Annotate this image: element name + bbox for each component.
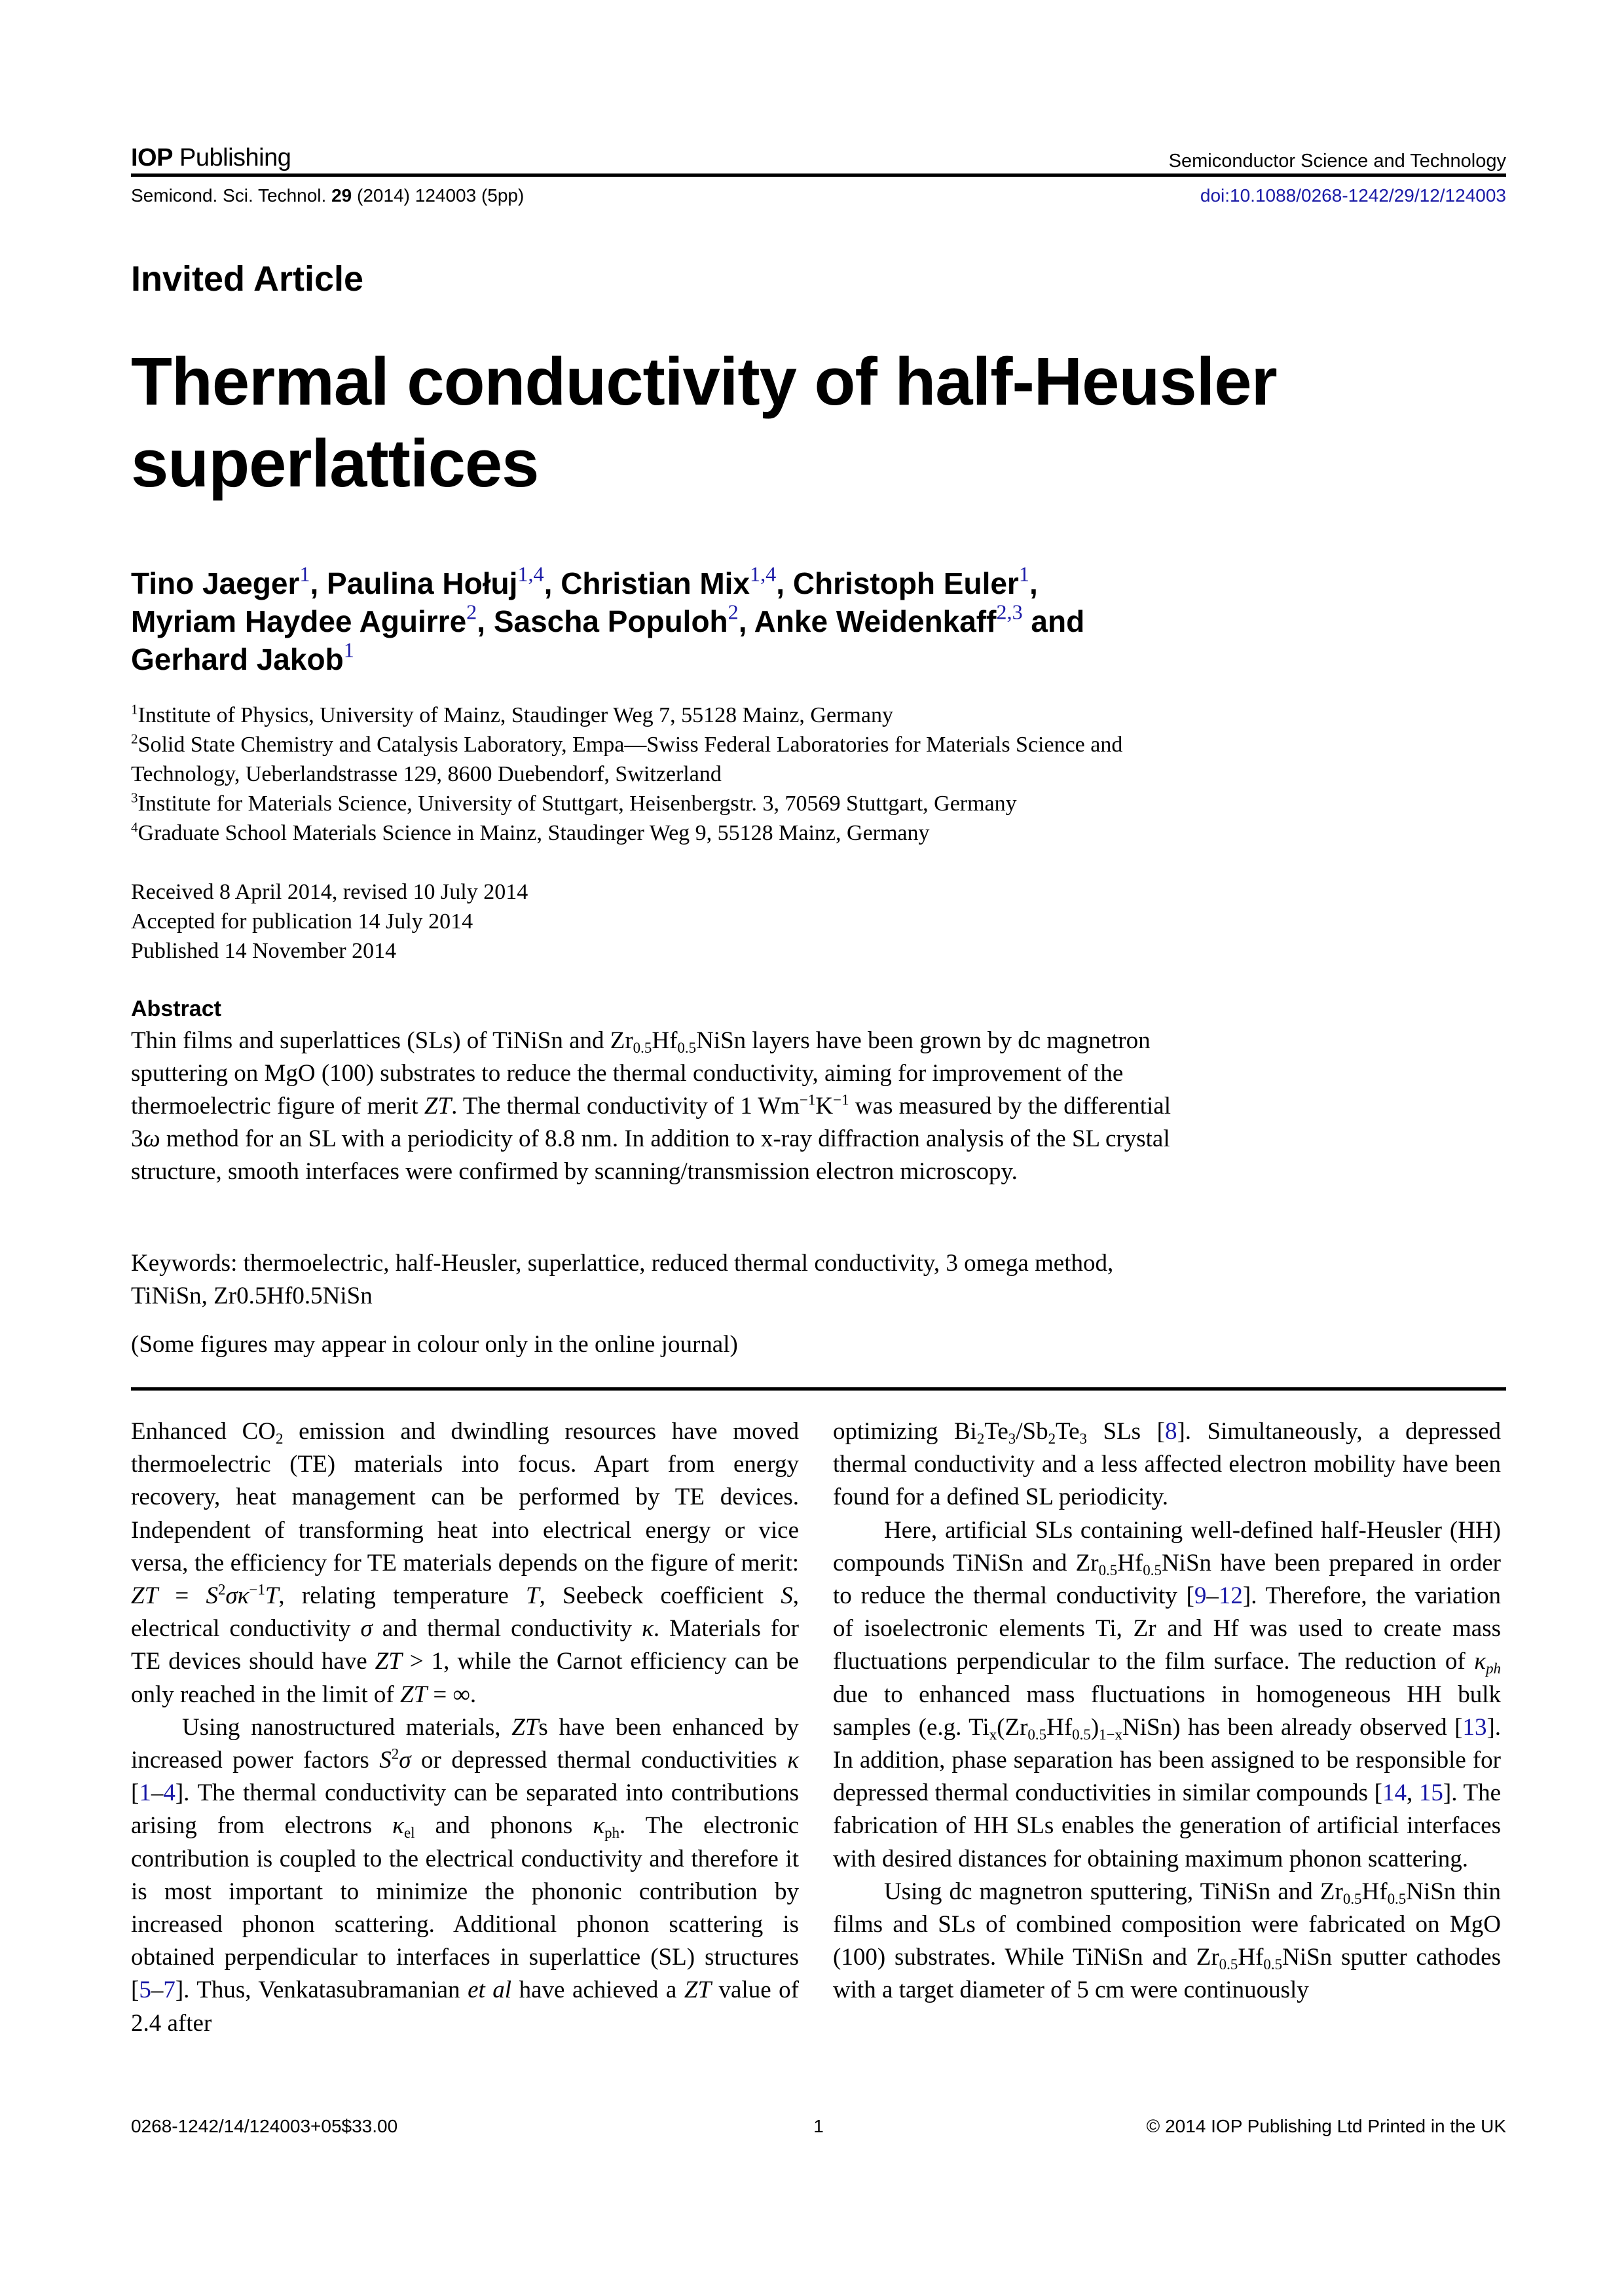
body-column-right <box>833 1415 1501 2007</box>
author-sep: , <box>776 566 793 600</box>
author <box>327 562 561 600</box>
text: – <box>1206 1582 1219 1610</box>
affiliation-ref[interactable]: 2 <box>728 600 739 624</box>
text: /Sb <box>1016 1418 1048 1445</box>
math: ZT <box>684 1977 712 2004</box>
author-name: Christian Mix <box>561 566 750 600</box>
math-zt: ZT <box>424 1093 452 1120</box>
text: NiSn layers have been grown by dc magnetron sputtering on MgO (100) substrates to reduce the thermal conductivity, aiming for improvement of the thermoelectric figure of merit <box>131 1027 1151 1120</box>
subscript: 2 <box>976 1430 985 1447</box>
text: NiSn thin films and SLs of combined composition were fabricated on MgO (100) substrates. While TiNiSn and Zr <box>833 1878 1501 1971</box>
text: have achieved a <box>511 1977 684 2004</box>
affiliation-list <box>131 701 1211 848</box>
math: σ <box>399 1747 411 1774</box>
publisher-logo-bold: IOP <box>131 144 173 172</box>
affiliation-number: 4 <box>131 819 138 835</box>
citation-link[interactable]: 15 <box>1418 1779 1443 1807</box>
paragraph <box>833 1415 1501 1514</box>
text: ]. The thermal conductivity can be separated into contributions arising from electrons <box>131 1779 799 1840</box>
subscript: 0.5 <box>677 1039 697 1056</box>
author-name: Paulina Hołuj <box>327 566 518 600</box>
subscript: 3 <box>1079 1430 1087 1447</box>
text: ]. Therefore, the variation of isoelectronic elements Ti, Zr and Hf was used to create mass fluctuations perpendicular to the film surface. The reduction of <box>833 1582 1501 1675</box>
text: Here, artificial SLs containing well-defined half-Heusler (HH) compounds TiNiSn and Zr <box>833 1516 1501 1576</box>
page-title <box>131 340 1441 504</box>
text: due to enhanced mass fluctuations in homogeneous HH bulk samples (e.g. Ti <box>833 1681 1501 1741</box>
journal-name: Semiconductor Science and Technology <box>1168 151 1506 172</box>
math: S <box>206 1582 218 1610</box>
text: s have been enhanced by increased power factors <box>131 1713 800 1774</box>
text: – <box>151 1779 164 1807</box>
superscript: −1 <box>833 1091 849 1108</box>
subscript: ph <box>604 1825 620 1842</box>
text: NiSn have been prepared in order to reduce the thermal conductivity [ <box>833 1549 1501 1610</box>
text: K <box>815 1093 834 1120</box>
subscript: 0.5 <box>1027 1726 1047 1743</box>
text: , <box>1406 1779 1419 1807</box>
superscript: −1 <box>800 1091 816 1108</box>
affiliation-ref[interactable]: 1 <box>299 562 310 586</box>
affiliation-text: Solid State Chemistry and Catalysis Laboratory, Empa—Swiss Federal Laboratories for Materials Science and Technology, Ueberlandstrasse 129, 8600 Duebendorf, Switzerland <box>131 733 1123 786</box>
citation-link[interactable]: 5 <box>139 1977 151 2004</box>
text: was measured by the differential 3 <box>131 1093 1171 1152</box>
text: Using nanostructured materials, <box>182 1713 512 1741</box>
citation-link[interactable]: 8 <box>1164 1418 1177 1445</box>
subscript: x <box>989 1726 997 1743</box>
text: . The electronic contribution is coupled to the electrical conductivity and therefore it is most important to minimize the phononic contribution by increased phonon scattering. Additional phonon scattering is obtained perpendicular to interfaces in superlattice (SL) structures [ <box>131 1812 799 2004</box>
author-name: Christoph Euler <box>792 566 1019 600</box>
author-name: Sascha Populoh <box>493 604 728 638</box>
superscript: −1 <box>249 1581 265 1598</box>
affiliation-ref[interactable]: 1 <box>343 638 354 662</box>
citation-details: (2014) 124003 (5pp) <box>352 185 525 206</box>
text: . The thermal conductivity of 1 Wm <box>451 1093 800 1120</box>
author-sep: and <box>1022 604 1085 638</box>
math: κ <box>787 1747 800 1774</box>
title-line-2: superlattices <box>131 426 539 501</box>
affiliation-ref[interactable]: 1,4 <box>517 562 544 586</box>
math: ZT <box>375 1648 402 1675</box>
subscript: 0.5 <box>1387 1890 1407 1907</box>
article-type: Invited Article <box>131 259 364 299</box>
subscript: 0.5 <box>1143 1561 1162 1578</box>
affiliation-text: Institute for Materials Science, University of Stuttgart, Heisenbergstr. 3, 70569 Stuttgart, Germany <box>138 792 1017 816</box>
affiliation-ref[interactable]: 1,4 <box>750 562 777 586</box>
page-footer <box>131 2116 1506 2137</box>
published-date: Published 14 November 2014 <box>131 939 397 963</box>
affiliation-ref[interactable]: 1 <box>1018 562 1029 586</box>
text: ]. In addition, phase separation has been assigned to be responsible for depressed thermal conductivities in similar compounds [ <box>833 1713 1502 1807</box>
text: (Zr <box>997 1713 1028 1741</box>
doi-link[interactable]: doi:10.1088/0268-1242/29/12/124003 <box>1200 185 1506 206</box>
affiliation <box>131 701 1211 730</box>
author <box>131 600 494 638</box>
subscript: el <box>403 1825 415 1842</box>
received-date: Received 8 April 2014, revised 10 July 2014 <box>131 880 528 904</box>
text: Hf <box>1361 1878 1388 1905</box>
citation-link[interactable]: 12 <box>1218 1582 1243 1610</box>
citation-link[interactable]: 4 <box>163 1779 175 1807</box>
text: NiSn sputter cathodes with a target diameter of 5 cm were continuously <box>833 1944 1501 2004</box>
subscript: 0.5 <box>1072 1726 1091 1743</box>
affiliation <box>131 730 1211 789</box>
subscript: ph <box>1486 1660 1501 1677</box>
subscript: 0.5 <box>1219 1956 1238 1973</box>
author-sep: , <box>1029 566 1038 600</box>
text: – <box>151 1977 164 2004</box>
copyright: © 2014 IOP Publishing Ltd Printed in the UK <box>1146 2116 1506 2136</box>
math: T <box>265 1582 279 1610</box>
paragraph <box>833 1514 1501 1876</box>
citation-volume: 29 <box>331 185 352 206</box>
text: ]. Thus, Venkatasubramanian <box>175 1977 468 2004</box>
citation-link[interactable]: 1 <box>139 1779 151 1807</box>
math: κ <box>593 1812 605 1840</box>
author <box>561 562 793 600</box>
superscript: 2 <box>217 1581 226 1598</box>
citation <box>131 185 524 206</box>
subscript: 0.5 <box>1098 1561 1118 1578</box>
author-sep: , <box>310 566 327 600</box>
author-sep: , <box>544 566 561 600</box>
title-line-1: Thermal conductivity of half-Heusler <box>131 344 1277 419</box>
author <box>754 600 1085 638</box>
page-number: 1 <box>813 2116 824 2136</box>
text: Using dc magnetron sputtering, TiNiSn and Zr <box>884 1878 1343 1905</box>
author-name: Tino Jaeger <box>131 566 300 600</box>
text: NiSn) has been already observed [ <box>1122 1713 1463 1741</box>
affiliation-number: 1 <box>131 701 138 718</box>
math: σκ <box>225 1582 249 1610</box>
author-list <box>131 564 1179 678</box>
affiliation-number: 2 <box>131 731 138 747</box>
superscript: 2 <box>391 1745 399 1762</box>
publication-dates <box>131 877 528 966</box>
text: Enhanced CO <box>131 1418 276 1445</box>
math: S <box>781 1582 793 1610</box>
affiliation <box>131 818 1211 848</box>
math: ZT <box>131 1582 158 1610</box>
affiliation <box>131 789 1211 818</box>
header-rule <box>131 173 1506 177</box>
subscript: 1−x <box>1099 1726 1123 1743</box>
abstract-heading: Abstract <box>131 996 221 1021</box>
citation-link[interactable]: 14 <box>1382 1779 1407 1807</box>
text: . Materials for TE devices should have <box>131 1615 799 1675</box>
text: emission and dwindling resources have moved thermoelectric (TE) materials into focus. Apart from energy recovery, heat management can be performed by TE devices. Independent of transforming heat into electrical energy or vice versa, the efficiency for TE materials depends on the figure of merit: <box>131 1418 799 1576</box>
text: , relating temperature <box>278 1582 526 1610</box>
author-name: Anke Weidenkaff <box>754 604 997 638</box>
text: value of 2.4 after <box>131 1977 800 2037</box>
affiliation-ref[interactable]: 2 <box>466 600 477 624</box>
affiliation-text: Institute of Physics, University of Mainz, Staudinger Weg 7, 55128 Mainz, Germany <box>138 703 893 727</box>
math: T <box>526 1582 540 1610</box>
subscript: 2 <box>1048 1430 1056 1447</box>
math: κ <box>392 1812 404 1840</box>
paragraph <box>833 1876 1501 2007</box>
keywords: Keywords: thermoelectric, half-Heusler, superlattice, reduced thermal conductivity, 3 omega method, TiNiSn, Zr0.5Hf0.5NiSn <box>131 1250 1114 1309</box>
citation-link[interactable]: 9 <box>1194 1582 1207 1610</box>
colour-note: (Some figures may appear in colour only in the online journal) <box>131 1331 738 1358</box>
text-italic: et al <box>468 1977 512 2004</box>
math: κ <box>642 1615 654 1643</box>
text: ) <box>1090 1713 1099 1741</box>
subscript: 0.5 <box>1342 1890 1362 1907</box>
text: method for an SL with a periodicity of 8.8 nm. In addition to x-ray diffraction analysis of the SL crystal structure, smooth interfaces were confirmed by scanning/transmission electron microscopy. <box>131 1125 1170 1185</box>
affiliation-ref[interactable]: 2,3 <box>996 600 1023 624</box>
text: and thermal conductivity <box>372 1615 642 1643</box>
citation-journal: Semicond. Sci. Technol. <box>131 185 332 206</box>
affiliation-number: 3 <box>131 790 138 806</box>
math: S <box>379 1747 392 1774</box>
paragraph <box>131 1711 799 2040</box>
text: or depressed thermal conductivities <box>411 1747 788 1774</box>
author <box>131 638 354 676</box>
publisher-logo-text: Publishing <box>172 144 291 172</box>
text: SLs [ <box>1086 1418 1165 1445</box>
text: Hf <box>652 1027 678 1054</box>
text: and phonons <box>415 1812 593 1840</box>
text: Hf <box>1238 1944 1264 1971</box>
subscript: 2 <box>275 1430 284 1447</box>
author-name: Myriam Haydee Aguirre <box>131 604 467 638</box>
math: ZT <box>400 1681 428 1708</box>
text: Te <box>1056 1418 1080 1445</box>
text: Te <box>984 1418 1008 1445</box>
text: = ∞. <box>427 1681 477 1708</box>
text: [ <box>131 1779 139 1807</box>
affiliation-text: Graduate School Materials Science in Mainz, Staudinger Weg 9, 55128 Mainz, Germany <box>138 821 930 845</box>
text: Hf <box>1117 1549 1143 1576</box>
publisher-logo <box>131 144 291 172</box>
math: σ <box>360 1615 373 1643</box>
author-name: Gerhard Jakob <box>131 642 344 676</box>
subscript: 0.5 <box>1263 1956 1283 1973</box>
author-sep: , <box>738 604 754 638</box>
math: ZT <box>511 1713 539 1741</box>
text: ]. Simultaneously, a depressed thermal conductivity and a less affected electron mobility have been found for a defined SL periodicity. <box>833 1418 1502 1511</box>
text: , Seebeck coefficient <box>539 1582 781 1610</box>
text: , electrical conductivity <box>131 1582 799 1643</box>
running-header <box>131 139 1506 172</box>
text: ]. The fabrication of HH SLs enables the generation of artificial interfaces with desired distances for obtaining maximum phonon scattering. <box>833 1779 1502 1872</box>
text: optimizing Bi <box>833 1418 977 1445</box>
math-omega: ω <box>143 1125 160 1152</box>
math: κ <box>1474 1648 1486 1675</box>
abstract-text <box>131 1025 1185 1188</box>
paragraph <box>131 1415 799 1711</box>
text: > 1, while the Carnot efficiency can be only reached in the limit of <box>131 1648 799 1708</box>
author <box>493 600 754 638</box>
text: Thin films and superlattices (SLs) of TiNiSn and Zr <box>131 1027 633 1054</box>
article-code: 0268-1242/14/124003+05$33.00 <box>131 2116 398 2136</box>
citation-bar <box>131 185 1506 206</box>
citation-link[interactable]: 13 <box>1462 1713 1487 1741</box>
math: = <box>158 1582 206 1610</box>
body-column-left <box>131 1415 799 2040</box>
author <box>792 562 1038 600</box>
subscript: 0.5 <box>633 1039 652 1056</box>
section-divider <box>131 1387 1506 1391</box>
accepted-date: Accepted for publication 14 July 2014 <box>131 909 473 934</box>
subscript: 3 <box>1008 1430 1016 1447</box>
author-sep: , <box>477 604 494 638</box>
author <box>131 562 327 600</box>
text: Hf <box>1046 1713 1073 1741</box>
citation-link[interactable]: 7 <box>163 1977 175 2004</box>
